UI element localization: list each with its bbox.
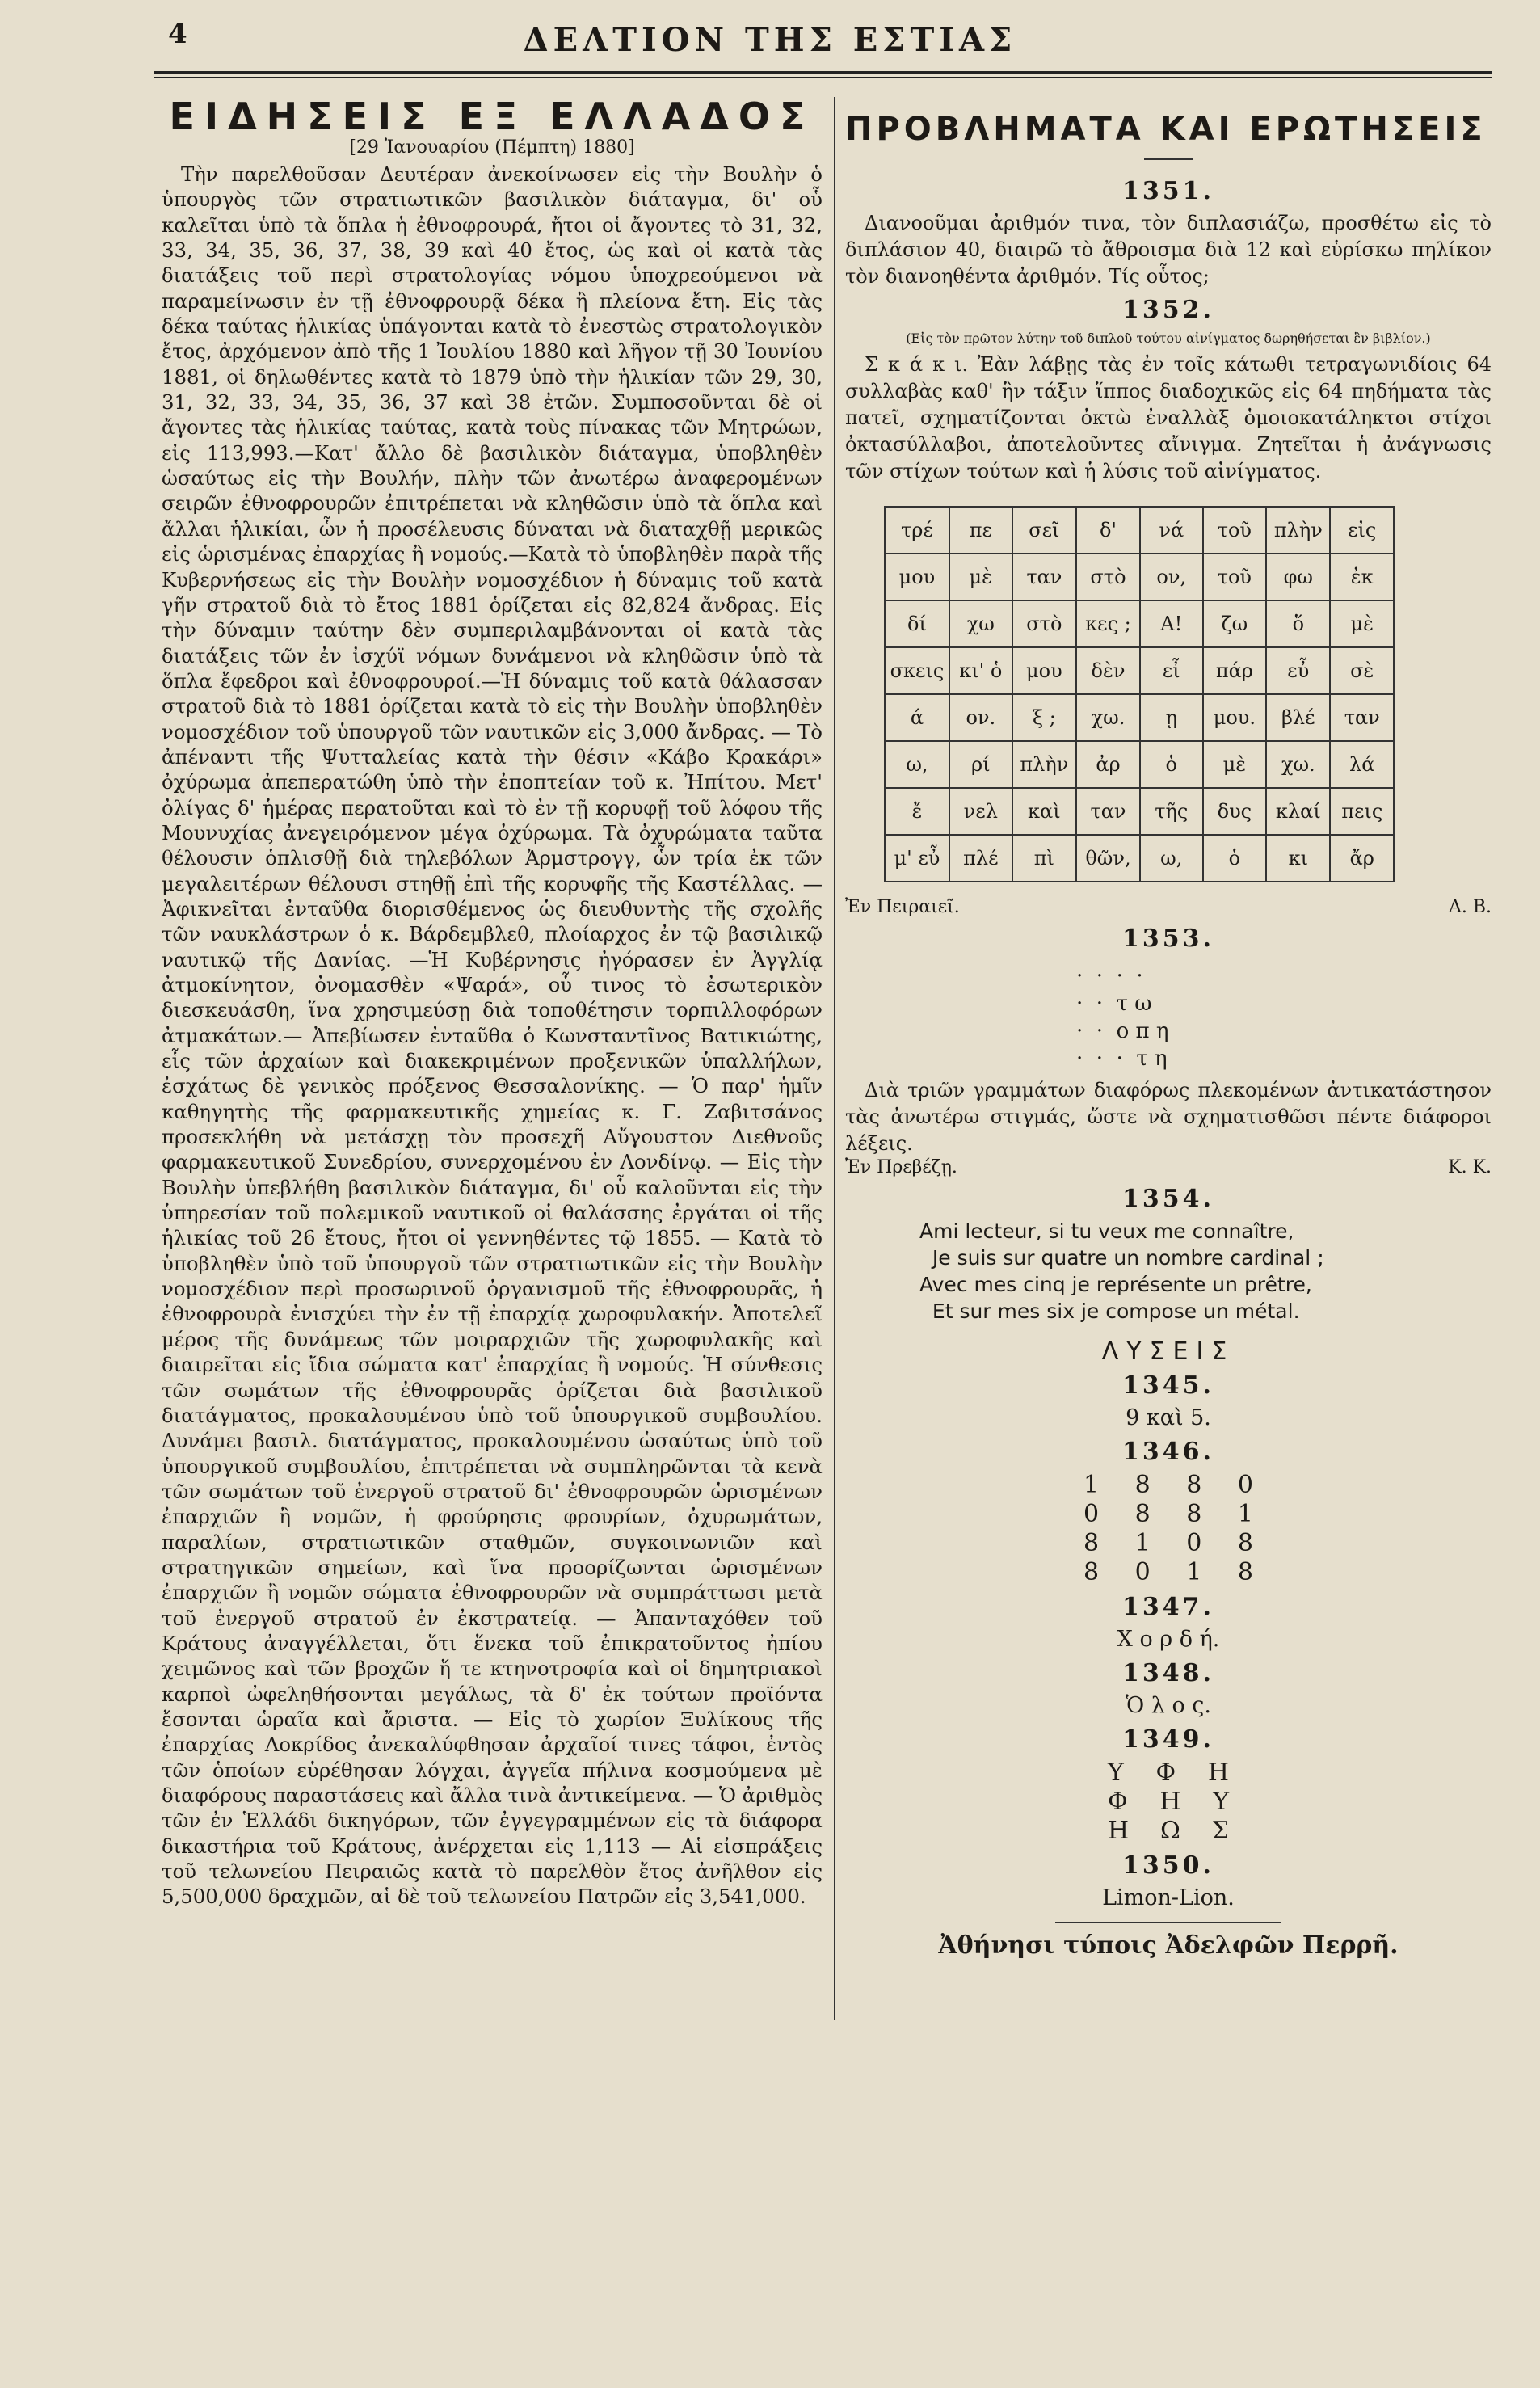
square-cell: 1 [1083,1471,1100,1499]
solution-1350-text: Limon-Lion. [1102,1885,1235,1910]
grid-cell: ὅ [1266,600,1330,647]
square-cell: 0 [1237,1471,1253,1499]
problem-1353-text: Διὰ τριῶν γραμμάτων διαφόρως πλεκομένων ἀντικατάστησον τὰς ἀνωτέρω στιγμάς, ὥστε νὰ σχηματισθῶσι πέντε διάφοροι λέξεις. [845,1079,1492,1155]
title-rule [1144,158,1193,160]
grid-cell: ξ ; [1012,694,1076,741]
pattern-line: · · · · [1076,964,1143,988]
masthead: ΔΕΛΤΙΟΝ ΤΗΣ ΕΣΤΙΑΣ [523,21,1017,59]
verse-line: Ami lecteur, si tu veux me connaître, [919,1219,1294,1243]
verse-line: Et sur mes six je compose un métal. [919,1299,1300,1323]
grid-cell: μ' εὖ [885,835,949,882]
square-cell: 1 [1134,1529,1151,1557]
grid-cell: ω, [885,741,949,788]
grid-cell: ὁ [1140,741,1203,788]
grid-cell: κι [1266,835,1330,882]
solution-1348-number: 1348. [1122,1659,1214,1687]
grid-row [885,600,1394,647]
square-cell: 1 [1237,1500,1253,1528]
square-cell: 8 [1134,1471,1151,1499]
square-cell: Υ [1108,1758,1124,1787]
square-row [1083,1529,1253,1558]
grid-cell: τοῦ [1203,554,1267,600]
square-cell: 0 [1186,1529,1202,1557]
grid-cell: εἶ [1140,647,1203,694]
page-number: 4 [168,18,187,50]
solution-1349-square [1108,1758,1229,1846]
solution-1347-number: 1347. [1122,1593,1214,1621]
grid-cell: εἰς [1330,507,1394,554]
grid-row [885,694,1394,741]
grid-cell: πάρ [1203,647,1267,694]
solution-1345-number: 1345. [1122,1371,1214,1400]
grid-cell: ον, [1140,554,1203,600]
solutions-title: ΛΥΣΕΙΣ [1101,1337,1235,1366]
problem-1352-signature [845,897,1492,917]
column-divider [834,97,835,2020]
grid-cell: τῆς [1140,788,1203,835]
grid-cell: κες ; [1076,600,1140,647]
grid-cell: δὲν [1076,647,1140,694]
chess-syllable-grid [884,506,1395,882]
problem-1352-note: (Εἰς τὸν πρῶτον λύτην τοῦ διπλοῦ τούτου αἰνίγματος δωρηθήσεται ἓν βιβλίον.) [906,331,1431,346]
problem-1353-pattern [1076,962,1492,1072]
grid-cell: νά [1140,507,1203,554]
grid-cell: πλὴν [1266,507,1330,554]
square-cell: 8 [1083,1529,1100,1557]
square-cell: 8 [1083,1558,1100,1586]
grid-cell: βλέ [1266,694,1330,741]
grid-cell: πὶ [1012,835,1076,882]
grid-cell: δυς [1203,788,1267,835]
square-cell: 8 [1237,1529,1253,1557]
news-section-title: ΕΙΔΗΣΕΙΣ ΕΞ ΕΛΛΑΔΟΣ [169,95,815,138]
problems-column [845,110,1492,1960]
grid-cell: φω [1266,554,1330,600]
grid-cell: ω, [1140,835,1203,882]
news-dateline: [29 Ἰανουαρίου (Πέμπτη) 1880] [349,137,635,158]
grid-row [885,554,1394,600]
problem-1353-number: 1353. [1122,924,1214,953]
verse-line: Avec mes cinq je représente un prêtre, [919,1273,1312,1296]
grid-cell: χω. [1266,741,1330,788]
printer-imprint: Ἀθήνησι τύποις Ἀδελφῶν Περρῆ. [938,1931,1399,1960]
grid-cell: χω. [1076,694,1140,741]
news-column [162,95,823,1910]
solution-1345-text: 9 καὶ 5. [1126,1405,1211,1430]
square-cell: Υ [1213,1788,1229,1816]
solution-1350-number: 1350. [1122,1851,1214,1880]
grid-cell: Α! [1140,600,1203,647]
grid-cell: ῃ [1140,694,1203,741]
square-row [1083,1500,1253,1529]
problem-1351-text: Διανοοῦμαι ἀριθμόν τινα, τὸν διπλασιάζω, προσθέτω εἰς τὸ διπλάσιον 40, διαιρῶ τὸ ἄθροισμα διὰ 12 καὶ εὑρίσκω πηλίκον τὸν διανοηθέντα ἀριθμόν. Τίς οὗτος; [845,212,1492,288]
grid-row [885,507,1394,554]
grid-cell: ταν [1012,554,1076,600]
square-cell: Η [1108,1817,1130,1845]
grid-cell: κι' ὁ [949,647,1012,694]
square-cell: Η [1207,1758,1229,1787]
grid-cell: ταν [1330,694,1394,741]
signature-place: Ἐν Πειραιεῖ. [845,897,960,917]
square-cell: 0 [1134,1558,1151,1586]
grid-row [885,788,1394,835]
header-rule-thin [154,77,1492,78]
square-cell: 8 [1237,1558,1253,1586]
grid-cell: ζω [1203,600,1267,647]
signature-place: Ἐν Πρεβέζῃ. [845,1157,957,1177]
grid-cell: ἄρ [1330,835,1394,882]
grid-cell: πλὴν [1012,741,1076,788]
solution-1349-number: 1349. [1122,1725,1214,1754]
grid-cell: στὸ [1076,554,1140,600]
problem-1351-number: 1351. [1122,177,1214,205]
problem-1353-signature [845,1157,1492,1177]
grid-cell: δ' [1076,507,1140,554]
square-row [1108,1817,1229,1846]
grid-cell: εὖ [1266,647,1330,694]
grid-cell: στὸ [1012,600,1076,647]
grid-cell: ἀρ [1076,741,1140,788]
pattern-line: · · · τ η [1076,1047,1168,1071]
grid-cell: θῶν, [1076,835,1140,882]
square-row [1083,1471,1253,1500]
header-rule [154,71,1492,74]
grid-cell: ά [885,694,949,741]
square-row [1108,1788,1229,1817]
problem-1354-number: 1354. [1122,1185,1214,1213]
grid-row [885,647,1394,694]
square-cell: Φ [1155,1758,1176,1787]
problem-1352-number: 1352. [1122,296,1214,324]
grid-cell: ὁ [1203,835,1267,882]
grid-cell: καὶ [1012,788,1076,835]
square-cell: 0 [1083,1500,1100,1528]
grid-cell: πλέ [949,835,1012,882]
solution-1348-text: Ὁ λ ο ς. [1125,1693,1212,1718]
grid-cell: ἔ [885,788,949,835]
grid-cell: μὲ [1203,741,1267,788]
solution-1346-square [1083,1471,1253,1587]
signature-initials: Κ. Κ. [1448,1157,1492,1177]
grid-cell: κλαί [1266,788,1330,835]
grid-row [885,741,1394,788]
grid-cell: σκεις [885,647,949,694]
square-cell: 8 [1134,1500,1151,1528]
verse-line: Je suis sur quatre un nombre cardinal ; [919,1246,1324,1270]
grid-cell: σὲ [1330,647,1394,694]
square-cell: 8 [1186,1500,1202,1528]
square-row [1108,1758,1229,1788]
problems-section-title: ΠΡΟΒΛΗΜΑΤΑ ΚΑΙ ΕΡΩΤΗΣΕΙΣ [845,111,1487,148]
square-cell: 8 [1186,1471,1202,1499]
grid-cell: δί [885,600,949,647]
solution-1346-number: 1346. [1122,1438,1214,1466]
grid-cell: ρί [949,741,1012,788]
square-cell: 1 [1186,1558,1202,1586]
grid-cell: μὲ [949,554,1012,600]
end-rule [1055,1922,1281,1923]
pattern-line: · · τ ω [1076,992,1152,1016]
grid-cell: σεῖ [1012,507,1076,554]
grid-cell: ἐκ [1330,554,1394,600]
grid-cell: τοῦ [1203,507,1267,554]
grid-cell: μου [885,554,949,600]
page-header [0,0,1540,74]
grid-cell: τρέ [885,507,949,554]
square-cell: Ω [1160,1817,1180,1845]
square-cell: Η [1159,1788,1181,1816]
grid-cell: πεις [1330,788,1394,835]
pattern-line: · · ο π η [1076,1019,1169,1043]
grid-cell: λά [1330,741,1394,788]
problem-1352-text: Σ κ ά κ ι. Ἐὰν λάβῃς τὰς ἐν τοῖς κάτωθι τετραγωνιδίοις 64 συλλαβὰς καθ' ἣν τάξιν ἵππος διαδοχικῶς εἰς 64 πηδήματα τὰς πατεῖ, σχηματίζονται ὀκτὼ ἐναλλὰξ ὁμοιοκατάληκτοι στίχοι ὀκτασύλλαβοι, ἀποτελοῦντες αἴνιγμα. Ζητεῖται ἡ ἀνάγνωσις τῶν στίχων τούτων καὶ ἡ λύσις τοῦ αἰνίγματος. [845,353,1492,482]
grid-cell: μου. [1203,694,1267,741]
square-cell: Σ [1211,1817,1229,1845]
square-row [1083,1558,1253,1587]
square-cell: Φ [1108,1788,1128,1816]
grid-cell: χω [949,600,1012,647]
problem-1354-verse [919,1218,1492,1325]
grid-cell: ταν [1076,788,1140,835]
solution-1347-text: Χ ο ρ δ ή. [1117,1627,1220,1652]
grid-cell: πε [949,507,1012,554]
grid-row [885,835,1394,882]
grid-cell: ον. [949,694,1012,741]
grid-cell: μου [1012,647,1076,694]
news-body: Τὴν παρελθοῦσαν Δευτέραν ἀνεκοίνωσεν εἰς τὴν Βουλὴν ὁ ὑπουργὸς τῶν στρατιωτικῶν βασιλικὸν διάταγμα, δι' οὗ καλεῖται ὑπὸ τὰ ὅπλα ἡ ἐθνοφρουρά, ἤτοι οἱ ἄγοντες τὸ 31, 32, 33, 34, 35, 36, 37, 38, 39 καὶ 40 ἔτος, ὡς καὶ οἱ κατὰ τὰς διατάξεις τοῦ περὶ στρατολογίας νόμου ὑποχρεούμενοι νὰ παραμείνωσιν ἐν τῇ ἐθνοφρουρᾷ δέκα ἢ πλείονα ἔτη. Εἰς τὰς δέκα ταύτας ἡλικίας ὑπάγονται κατὰ τὸ ἐνεστὼς στρατολογικὸν ἔτος, ἀρχόμενον ἀπὸ τῆς 1 Ἰουλίου 1880 καὶ λῆγον τῇ 30 Ἰουνίου 1881, οἱ δηλωθέντες κατὰ τὸ 1879 ὑπὸ τὴν ἡλικίαν τῶν 29, 30, 31, 32, 33, 34, 35, 36, 37 καὶ 38 ἐτῶν. Συμποσοῦνται δὲ οἱ ἄγοντες τὰς ἡλικίας ταύτας, κατὰ τοὺς πίνακας τῶν Μητρώων, εἰς 113,993.—Κατ' ἄλλο δὲ βασιλικὸν διάταγμα, ὑποβληθὲν ὡσαύτως εἰς τὴν Βουλήν, πλὴν τῶν ἀνωτέρω ἀναφερομένων σειρῶν ἐθνοφρουρῶν ἐπιτρέπεται νὰ κληθῶσιν ὑπὸ τὰ ὅπλα καὶ ἄλλαι ἡλικίαι, ὧν ἡ προσέλευσις δύναται νὰ διαταχθῇ μερικῶς εἰς ὡρισμένας ἐπαρχίας ἢ νομούς.—Κατὰ τὸ ὑποβληθὲν παρὰ τῆς Κυβερνήσεως εἰς τὴν Βουλὴν νομοσχέδιον ἡ δύναμις τοῦ κατὰ γῆν στρατοῦ διὰ τὸ ἔτος 1881 ὁρίζεται εἰς 82,824 ἄνδρας. Εἰς τὴν δύναμιν ταύτην δὲν συμπεριλαμβάνονται οἱ κατὰ τὰς διατάξεις τῶν ἐν ἰσχύϊ νόμων δυνάμενοι νὰ κληθῶσιν ὑπὸ τὰ ὅπλα ἔφεδροι καὶ ἐθνοφρουροί.—Ἡ δύναμις τοῦ κατὰ θάλασσαν στρατοῦ διὰ τὸ 1881 ὁρίζεται κατὰ τὸ εἰς τὴν Βουλὴν ὑποβληθὲν νομοσχέδιον τοῦ ὑπουργοῦ τῶν ναυτικῶν εἰς 3,000 ἄνδρας. — Τὸ ἀπέναντι τῆς Ψυτταλείας κατὰ τὴν θέσιν «Κάβο Κρακάρι» ὀχύρωμα ἀπεπερατώθη ὑπὸ τὴν ἐποπτείαν τοῦ κ. Ἠπίτου. Μετ' ὀλίγας δ' ἡμέρας περατοῦται καὶ τὸ ἐν τῇ κορυφῇ τοῦ λόφου τῆς Μουνυχίας ἀνεγειρόμενον μέγα ὀχύρωμα. Τὰ ὀχυρώματα ταῦτα θέλουσιν ὁπλισθῇ διὰ τηλεβόλων Ἀρμστρογγ, ὧν τρία ἐκ τῶν μεγαλειτέρων θέλουσι στηθῇ ἐπὶ τῆς κορυφῆς τῆς Καστέλλας. —Ἀφικνεῖται ἐνταῦθα διορισθέμενος ὡς διευθυντὴς τῆς σχολῆς τῶν ναυκλάστρων ὁ κ. Βάρδεμβλεθ, πλοίαρχος ἐν τῷ βασιλικῷ ναυτικῷ τῆς Δανίας. —Ἡ Κυβέρνησις ἠγόρασεν ἐν Ἀγγλίᾳ ἀτμοκίνητον, ὀνομασθὲν «Ψαρά», οὗ τινος τὸ ἐσωτερικὸν διεσκευάσθη, ἵνα χρησιμεύσῃ διὰ τοποθέτησιν τορπιλλοφόρων ἀτμακάτων.— Ἀπεβίωσεν ἐνταῦθα ὁ Κωνσταντῖνος Βατικιώτης, εἷς τῶν ἀρχαίων καὶ διακεκριμένων προξενικῶν ὑπαλλήλων, ἐσχάτως δὲ γενικὸς πρόξενος Θεσσαλονίκης. — Ὁ παρ' ἡμῖν καθηγητὴς τῆς φαρμακευτικῆς χημείας κ. Γ. Ζαβιτσάνος προσεκλήθη νὰ μετάσχῃ τὸν προσεχῆ Αὔγουστον Διεθνοῦς φαρμακευτικοῦ Συνεδρίου, συνερχομένου ἐν Λονδίνῳ. — Εἰς τὴν Βουλὴν ὑπεβλήθη βασιλικὸν διάταγμα, δι' οὗ καλοῦνται εἰς τὴν ὑπηρεσίαν τοῦ πολεμικοῦ ναυτικοῦ οἱ θαλάσσης ἐργάται οἱ τῆς ἡλικίας τοῦ 26 ἔτους, ἤτοι οἱ γεννηθέντες τῷ 1855. — Κατὰ τὸ ὑποβληθὲν ὑπὸ τοῦ ὑπουργοῦ τῶν στρατιωτικῶν εἰς τὴν Βουλὴν νομοσχέδιον περὶ προσωρινοῦ ὀργανισμοῦ τῆς ἐθνοφρουρᾶς, ἡ ἐθνοφρουρὰ ἐνισχύει τὴν ἐν τῇ ἐπαρχίᾳ χωροφυλακήν. Ἀποτελεῖ μέρος τῆς δυνάμεως τῶν μοιραρχιῶν τῆς χωροφυλακῆς καὶ διαιρεῖται εἰς ἴδια σώματα κατ' ἐπαρχίας ἢ νομούς. Ἡ σύνθεσις τῶν σωμάτων τῆς ἐθνοφρουρᾶς ὁρίζεται διὰ βασιλικοῦ διατάγματος, προκαλουμένου ὑπὸ τοῦ ὑπουργικοῦ συμβουλίου. Δυνάμει βασιλ. διατάγματος, προκαλουμένου ὡσαύτως ὑπὸ τοῦ ὑπουργικοῦ συμβουλίου, ἐπιτρέπεται νὰ συμπληρῶνται τὰ κενὰ τῶν σωμάτων τοῦ ἐνεργοῦ στρατοῦ δι' ἐθνοφρουρῶν ὡρισμένων ἐπαρχιῶν ἢ νομῶν, ἡ φρούρησις φρουρίων, ὀχυρωμάτων, παραλίων, στρατιωτικῶν σταθμῶν, συγκοινωνιῶν καὶ στρατηγικῶν σημείων, καὶ ἵνα προορίζωνται ὡρισμένων ἐπαρχιῶν ἢ νομῶν σώματα ἐθνοφρουρῶν νὰ συμπράττωσι μετὰ τοῦ ἐνεργοῦ στρατοῦ ἐν ἐκστρατείᾳ. — Ἀπανταχόθεν τοῦ Κράτους ἀναγγέλλεται, ὅτι ἕνεκα τοῦ ἐπικρατοῦντος ἠπίου χειμῶνος καὶ τῶν βροχῶν ἥ τε κτηνοτροφία καὶ οἱ δημητριακοὶ καρποὶ ὠφεληθήσονται μεγάλως, τὰ δ' ἐκ τούτων προϊόντα ἔσονται ὡραῖα καὶ ἄριστα. — Εἰς τὸ χωρίον Ξυλίκους τῆς ἐπαρχίας Λοκρίδος ἀνεκαλύφθησαν ἀρχαῖοί τινες τάφοι, ἐντὸς τῶν ὁποίων εὑρέθησαν λόγχαι, ἀγγεῖα πήλινα κοσμούμενα μὲ διαφόρους παραστάσεις καὶ ἄλλα τινὰ ἀντικείμενα. — Ὁ ἀριθμὸς τῶν ἐν Ἑλλάδι δικηγόρων, τῶν ἐγγεγραμμένων εἰς τὰ διάφορα δικαστήρια τοῦ Κράτους, ἀνέρχεται εἰς 1,113 — Αἱ εἰσπράξεις τοῦ τελωνείου Πειραιῶς κατὰ τὸ παρελθὸν ἔτος ἀνῆλθον εἰς 5,500,000 δραχμῶν, αἱ δὲ τοῦ τελωνείου Πατρῶν εἰς 3,541,000. [162,162,823,1909]
grid-cell: μὲ [1330,600,1394,647]
grid-cell: νελ [949,788,1012,835]
signature-initials: Α. Β. [1448,897,1492,917]
